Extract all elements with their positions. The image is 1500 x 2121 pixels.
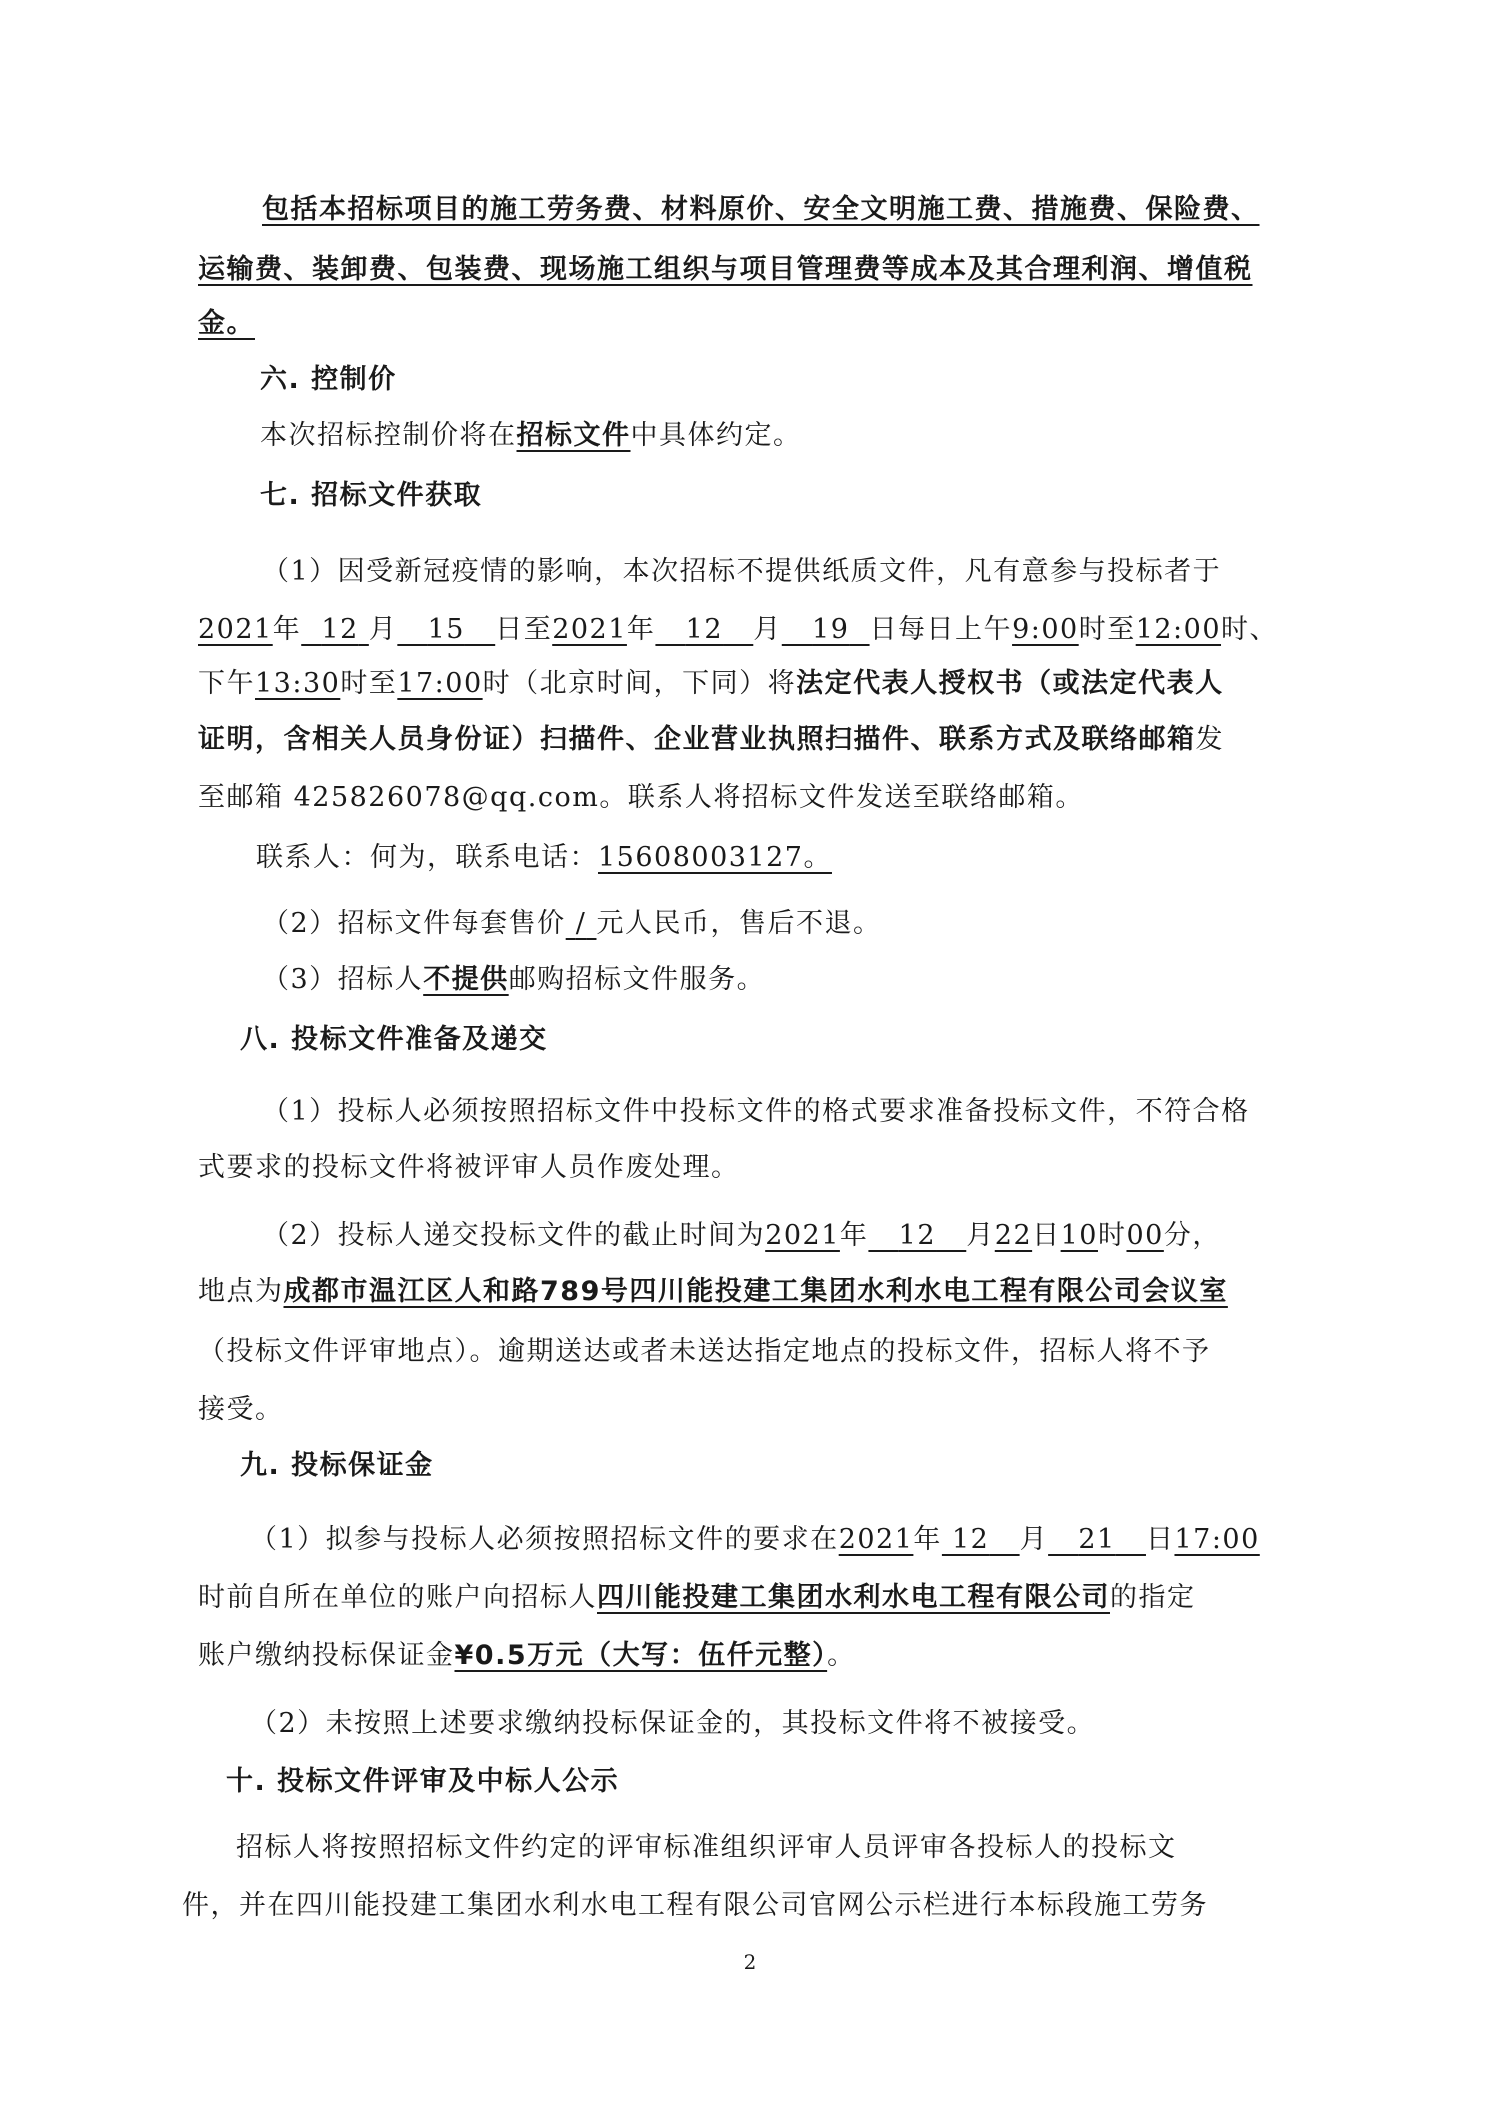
- text-line: [250, 1522, 1260, 1558]
- date-day: [1048, 1524, 1146, 1555]
- text-span: 时前自所在单位的账户向招标人: [198, 1582, 597, 1613]
- time-value: 13:30: [255, 668, 341, 699]
- text-line: （1）投标人必须按照招标文件中投标文件的格式要求准备投标文件，不符合格: [262, 1096, 1250, 1127]
- date-year: 2021: [838, 1524, 914, 1555]
- text-span: 中具体约定。: [630, 420, 802, 451]
- underlined-text: 四川能投建工集团水利水电工程有限公司: [597, 1582, 1110, 1613]
- text-span: （3）招标人: [262, 964, 424, 995]
- text-span: 本次招标控制价将在: [260, 420, 517, 451]
- time-value: 17:00: [1174, 1524, 1260, 1555]
- price-value: /: [575, 908, 587, 939]
- text-span: 时、: [1221, 614, 1279, 645]
- section-heading: 七. 招标文件获取: [260, 480, 483, 511]
- month-value: 12: [685, 614, 724, 645]
- section-heading: 九. 投标保证金: [240, 1450, 434, 1481]
- text-line: [198, 1638, 856, 1674]
- time-value: 9:00: [1012, 614, 1079, 645]
- text-span: 年: [626, 614, 656, 645]
- text-line: [198, 722, 1224, 758]
- text-span: 月: [368, 614, 398, 645]
- underlined-text: 招标文件: [516, 420, 631, 451]
- date-month: [301, 614, 369, 645]
- text-line: （投标文件评审地点）。逾期送达或者未送达指定地点的投标文件，招标人将不予: [198, 1336, 1211, 1367]
- text-span: 账户缴纳投标保证金: [198, 1640, 455, 1671]
- text-line: [262, 906, 881, 942]
- date-year: 2021: [765, 1220, 840, 1251]
- text-line: [260, 418, 802, 454]
- text-line: 式要求的投标文件将被评审人员作废处理。: [198, 1152, 740, 1183]
- text-span: 元人民币，售后不退。: [596, 908, 882, 939]
- time-value: 12:00: [1135, 614, 1222, 645]
- text-line: （2）未按照上述要求缴纳投标保证金的，其投标文件将不被接受。: [250, 1708, 1096, 1739]
- section-heading: 八. 投标文件准备及递交: [240, 1024, 548, 1055]
- month-value: 12: [321, 614, 359, 645]
- time-value: 17:00: [397, 668, 483, 699]
- text-span: 地点为: [198, 1276, 284, 1307]
- underlined-text: 不提供: [423, 964, 509, 995]
- text-line: 至邮箱 425826078@qq.com。联系人将招标文件发送至联络邮箱。: [198, 782, 1084, 813]
- time-minute: 00: [1126, 1220, 1164, 1251]
- month-value: 12: [952, 1524, 990, 1555]
- month-value: 12: [898, 1220, 937, 1251]
- date-month: [655, 614, 753, 645]
- text-span: 时（北京时间，下同）将: [482, 668, 797, 699]
- text-line: [262, 962, 765, 998]
- text-line: （1）因受新冠疫情的影响，本次招标不提供纸质文件，凡有意参与投标者于: [262, 556, 1222, 587]
- text-line: 件，并在四川能投建工集团水利水电工程有限公司官网公示栏进行本标段施工劳务: [182, 1890, 1208, 1921]
- date-day: [782, 614, 870, 645]
- text-span: 月: [966, 1220, 995, 1251]
- text-span: 日: [1145, 1524, 1175, 1555]
- bold-text: 法定代表人授权书（或法定代表人: [796, 668, 1224, 699]
- text-span: 邮购招标文件服务。: [508, 964, 766, 995]
- text-line: [198, 1580, 1196, 1616]
- text-span: 年: [272, 614, 302, 645]
- text-line: 接受。: [198, 1394, 284, 1425]
- text-span: 时: [1097, 1220, 1127, 1251]
- day-value: 21: [1078, 1524, 1116, 1555]
- text-span: 年: [839, 1220, 869, 1251]
- day-value: 15: [427, 614, 465, 645]
- time-hour: 10: [1060, 1220, 1098, 1251]
- text-span: 联系人：何为，联系电话：: [256, 842, 598, 873]
- text-span: 时至: [1078, 614, 1136, 645]
- text-span: 年: [913, 1524, 942, 1555]
- text-span: 日: [1032, 1220, 1061, 1251]
- text-line: [198, 612, 1278, 648]
- text-span: 分，: [1163, 1220, 1221, 1251]
- text-line: 包括本招标项目的施工劳务费、材料原价、安全文明施工费、措施费、保险费、: [262, 194, 1260, 225]
- text-span: （2）投标人递交投标文件的截止时间为: [262, 1220, 766, 1251]
- text-line: 金。: [198, 308, 255, 339]
- text-span: 的指定: [1110, 1582, 1196, 1613]
- text-span: 发: [1195, 724, 1224, 755]
- text-line: [256, 840, 832, 876]
- date-day: 22: [994, 1220, 1033, 1251]
- text-line: [262, 1218, 1221, 1254]
- day-value: 19: [812, 614, 850, 645]
- date-month: [942, 1524, 1020, 1555]
- underlined-text: [566, 908, 597, 939]
- text-span: 。: [827, 1640, 856, 1671]
- underlined-text: ¥0.5万元（大写：伍仟元整）: [454, 1640, 828, 1671]
- text-span: （2）招标文件每套售价: [262, 908, 566, 939]
- text-span: 下午: [198, 668, 255, 699]
- text-line: 招标人将按照招标文件约定的评审标准组织评审人员评审各投标人的投标文: [236, 1832, 1177, 1863]
- date-month: [868, 1220, 966, 1251]
- phone-number: 15608003127。: [598, 842, 832, 873]
- bold-text: 证明，含相关人员身份证）扫描件、企业营业执照扫描件、联系方式及联络邮箱: [198, 724, 1196, 755]
- section-heading: 十. 投标文件评审及中标人公示: [226, 1766, 620, 1797]
- text-span: （1）拟参与投标人必须按照招标文件的要求在: [250, 1524, 839, 1555]
- page-number: 2: [743, 1950, 757, 1974]
- text-line: [198, 666, 1224, 702]
- text-span: 月: [1019, 1524, 1049, 1555]
- date-year: 2021: [198, 614, 273, 645]
- date-year: 2021: [552, 614, 627, 645]
- text-span: 日至: [495, 614, 553, 645]
- underlined-text: 成都市温江区人和路789号四川能投建工集团水利水电工程有限公司会议室: [283, 1276, 1228, 1307]
- text-line: [198, 1274, 1228, 1310]
- section-heading: 六. 控制价: [260, 364, 397, 395]
- text-span: 月: [753, 614, 782, 645]
- text-span: 时至: [340, 668, 398, 699]
- text-line: 运输费、装卸费、包装费、现场施工组织与项目管理费等成本及其合理利润、增值税: [198, 254, 1253, 285]
- text-span: 日每日上午: [869, 614, 1013, 645]
- date-day: [397, 614, 495, 645]
